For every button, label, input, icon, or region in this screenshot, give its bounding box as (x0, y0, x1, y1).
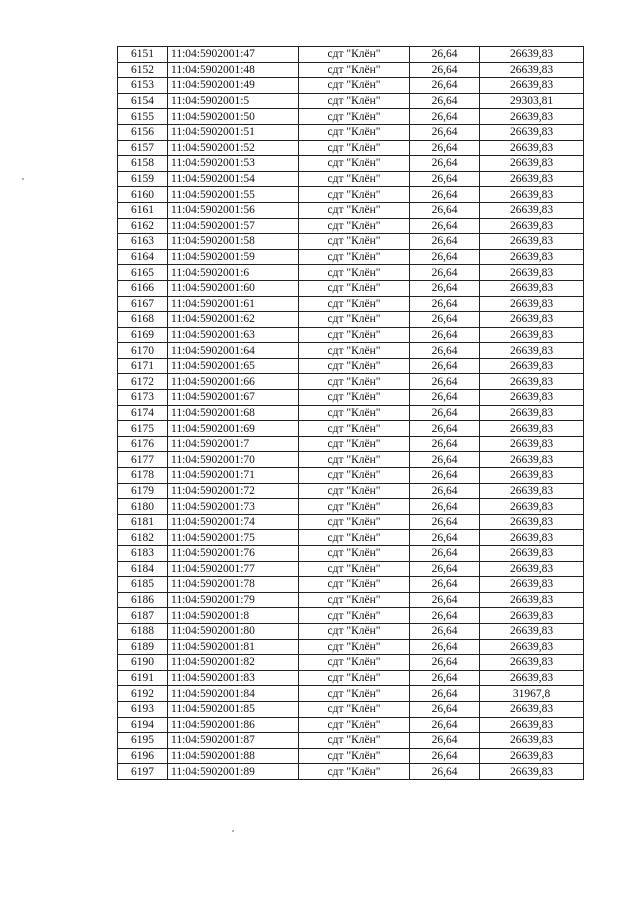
table-row (118, 748, 584, 764)
row-number-cell: 6186 (118, 592, 168, 608)
cadastral-value-cell: 26639,83 (480, 47, 584, 63)
cadastral-value-cell: 26639,83 (480, 62, 584, 78)
area-cell: 26,64 (410, 249, 480, 265)
cadastral-number-cell: 11:04:5902001:70 (168, 452, 299, 468)
cadastral-value-cell: 26639,83 (480, 436, 584, 452)
cadastral-value-cell: 26639,83 (480, 265, 584, 281)
table-row (118, 296, 584, 312)
organization-cell: сдт "Клён" (299, 733, 410, 749)
organization-cell: сдт "Клён" (299, 655, 410, 671)
organization-cell: сдт "Клён" (299, 608, 410, 624)
cadastral-value-cell: 26639,83 (480, 655, 584, 671)
table-row (118, 78, 584, 94)
row-number-cell: 6180 (118, 499, 168, 515)
cadastral-number-cell: 11:04:5902001:68 (168, 405, 299, 421)
cadastral-value-cell: 26639,83 (480, 530, 584, 546)
row-number-cell: 6176 (118, 436, 168, 452)
cadastral-value-cell: 26639,83 (480, 717, 584, 733)
organization-cell: сдт "Клён" (299, 499, 410, 515)
organization-cell: сдт "Клён" (299, 514, 410, 530)
cadastral-number-cell: 11:04:5902001:74 (168, 514, 299, 530)
cadastral-value-cell: 26639,83 (480, 623, 584, 639)
area-cell: 26,64 (410, 327, 480, 343)
table-row (118, 686, 584, 702)
organization-cell: сдт "Клён" (299, 390, 410, 406)
area-cell: 26,64 (410, 639, 480, 655)
area-cell: 26,64 (410, 608, 480, 624)
organization-cell: сдт "Клён" (299, 62, 410, 78)
organization-cell: сдт "Клён" (299, 156, 410, 172)
organization-cell: сдт "Клён" (299, 202, 410, 218)
organization-cell: сдт "Клён" (299, 717, 410, 733)
area-cell: 26,64 (410, 47, 480, 63)
cadastral-number-cell: 11:04:5902001:62 (168, 312, 299, 328)
cadastral-value-cell: 26639,83 (480, 733, 584, 749)
organization-cell: сдт "Клён" (299, 187, 410, 203)
organization-cell: сдт "Клён" (299, 265, 410, 281)
area-cell: 26,64 (410, 468, 480, 484)
cadastral-number-cell: 11:04:5902001:80 (168, 623, 299, 639)
organization-cell: сдт "Клён" (299, 670, 410, 686)
area-cell: 26,64 (410, 436, 480, 452)
area-cell: 26,64 (410, 530, 480, 546)
row-number-cell: 6194 (118, 717, 168, 733)
organization-cell: сдт "Клён" (299, 47, 410, 63)
table-row (118, 171, 584, 187)
area-cell: 26,64 (410, 312, 480, 328)
area-cell: 26,64 (410, 483, 480, 499)
organization-cell: сдт "Клён" (299, 280, 410, 296)
row-number-cell: 6164 (118, 249, 168, 265)
cadastral-value-cell: 26639,83 (480, 109, 584, 125)
organization-cell: сдт "Клён" (299, 623, 410, 639)
table-row (118, 249, 584, 265)
row-number-cell: 6170 (118, 343, 168, 359)
row-number-cell: 6163 (118, 234, 168, 250)
cadastral-number-cell: 11:04:5902001:66 (168, 374, 299, 390)
area-cell: 26,64 (410, 93, 480, 109)
row-number-cell: 6190 (118, 655, 168, 671)
cadastral-number-cell: 11:04:5902001:49 (168, 78, 299, 94)
table-row (118, 436, 584, 452)
register-table (117, 46, 584, 780)
row-number-cell: 6175 (118, 421, 168, 437)
row-number-cell: 6169 (118, 327, 168, 343)
area-cell: 26,64 (410, 686, 480, 702)
row-number-cell: 6156 (118, 124, 168, 140)
cadastral-value-cell: 26639,83 (480, 499, 584, 515)
cadastral-number-cell: 11:04:5902001:86 (168, 717, 299, 733)
row-number-cell: 6173 (118, 390, 168, 406)
organization-cell: сдт "Клён" (299, 249, 410, 265)
cadastral-value-cell: 26639,83 (480, 608, 584, 624)
row-number-cell: 6174 (118, 405, 168, 421)
organization-cell: сдт "Клён" (299, 234, 410, 250)
area-cell: 26,64 (410, 156, 480, 172)
area-cell: 26,64 (410, 670, 480, 686)
row-number-cell: 6182 (118, 530, 168, 546)
area-cell: 26,64 (410, 421, 480, 437)
organization-cell: сдт "Клён" (299, 171, 410, 187)
cadastral-value-cell: 26639,83 (480, 639, 584, 655)
table-row (118, 670, 584, 686)
cadastral-value-cell: 26639,83 (480, 312, 584, 328)
table-row (118, 218, 584, 234)
area-cell: 26,64 (410, 140, 480, 156)
cadastral-number-cell: 11:04:5902001:72 (168, 483, 299, 499)
cadastral-number-cell: 11:04:5902001:81 (168, 639, 299, 655)
area-cell: 26,64 (410, 546, 480, 562)
cadastral-number-cell: 11:04:5902001:60 (168, 280, 299, 296)
table-row (118, 421, 584, 437)
cadastral-value-cell: 26639,83 (480, 218, 584, 234)
cadastral-number-cell: 11:04:5902001:88 (168, 748, 299, 764)
table-row (118, 390, 584, 406)
area-cell: 26,64 (410, 577, 480, 593)
row-number-cell: 6154 (118, 93, 168, 109)
cadastral-number-cell: 11:04:5902001:55 (168, 187, 299, 203)
cadastral-number-cell: 11:04:5902001:76 (168, 546, 299, 562)
cadastral-value-cell: 26639,83 (480, 249, 584, 265)
organization-cell: сдт "Клён" (299, 592, 410, 608)
cadastral-value-cell: 26639,83 (480, 405, 584, 421)
cadastral-number-cell: 11:04:5902001:82 (168, 655, 299, 671)
area-cell: 26,64 (410, 202, 480, 218)
cadastral-value-cell: 26639,83 (480, 187, 584, 203)
organization-cell: сдт "Клён" (299, 701, 410, 717)
row-number-cell: 6178 (118, 468, 168, 484)
organization-cell: сдт "Клён" (299, 312, 410, 328)
organization-cell: сдт "Клён" (299, 124, 410, 140)
cadastral-number-cell: 11:04:5902001:7 (168, 436, 299, 452)
scan-speck (232, 830, 234, 832)
table-row (118, 265, 584, 281)
organization-cell: сдт "Клён" (299, 468, 410, 484)
cadastral-value-cell: 26639,83 (480, 78, 584, 94)
cadastral-value-cell: 26639,83 (480, 764, 584, 780)
cadastral-number-cell: 11:04:5902001:75 (168, 530, 299, 546)
cadastral-value-cell: 26639,83 (480, 670, 584, 686)
organization-cell: сдт "Клён" (299, 218, 410, 234)
area-cell: 26,64 (410, 748, 480, 764)
cadastral-number-cell: 11:04:5902001:48 (168, 62, 299, 78)
table-row (118, 405, 584, 421)
row-number-cell: 6192 (118, 686, 168, 702)
cadastral-value-cell: 31967,8 (480, 686, 584, 702)
row-number-cell: 6159 (118, 171, 168, 187)
row-number-cell: 6153 (118, 78, 168, 94)
organization-cell: сдт "Клён" (299, 296, 410, 312)
row-number-cell: 6151 (118, 47, 168, 63)
cadastral-value-cell: 26639,83 (480, 140, 584, 156)
organization-cell: сдт "Клён" (299, 577, 410, 593)
area-cell: 26,64 (410, 499, 480, 515)
area-cell: 26,64 (410, 623, 480, 639)
organization-cell: сдт "Клён" (299, 327, 410, 343)
table-row (118, 312, 584, 328)
cadastral-number-cell: 11:04:5902001:61 (168, 296, 299, 312)
cadastral-value-cell: 26639,83 (480, 202, 584, 218)
table-row (118, 546, 584, 562)
cadastral-number-cell: 11:04:5902001:53 (168, 156, 299, 172)
row-number-cell: 6171 (118, 358, 168, 374)
row-number-cell: 6162 (118, 218, 168, 234)
table-row (118, 47, 584, 63)
cadastral-number-cell: 11:04:5902001:77 (168, 561, 299, 577)
cadastral-number-cell: 11:04:5902001:59 (168, 249, 299, 265)
cadastral-number-cell: 11:04:5902001:5 (168, 93, 299, 109)
area-cell: 26,64 (410, 218, 480, 234)
cadastral-number-cell: 11:04:5902001:65 (168, 358, 299, 374)
table-row (118, 343, 584, 359)
cadastral-number-cell: 11:04:5902001:71 (168, 468, 299, 484)
row-number-cell: 6166 (118, 280, 168, 296)
cadastral-number-cell: 11:04:5902001:84 (168, 686, 299, 702)
table-row (118, 608, 584, 624)
table-row (118, 156, 584, 172)
row-number-cell: 6195 (118, 733, 168, 749)
cadastral-value-cell: 26639,83 (480, 327, 584, 343)
area-cell: 26,64 (410, 592, 480, 608)
table-row (118, 468, 584, 484)
area-cell: 26,64 (410, 764, 480, 780)
organization-cell: сдт "Клён" (299, 639, 410, 655)
area-cell: 26,64 (410, 358, 480, 374)
area-cell: 26,64 (410, 733, 480, 749)
area-cell: 26,64 (410, 171, 480, 187)
table-row (118, 109, 584, 125)
row-number-cell: 6152 (118, 62, 168, 78)
cadastral-value-cell: 26639,83 (480, 514, 584, 530)
table-row (118, 62, 584, 78)
cadastral-number-cell: 11:04:5902001:52 (168, 140, 299, 156)
area-cell: 26,64 (410, 405, 480, 421)
row-number-cell: 6197 (118, 764, 168, 780)
table-row (118, 499, 584, 515)
scan-speck (22, 178, 24, 180)
cadastral-number-cell: 11:04:5902001:89 (168, 764, 299, 780)
cadastral-number-cell: 11:04:5902001:6 (168, 265, 299, 281)
cadastral-value-cell: 29303,81 (480, 93, 584, 109)
cadastral-value-cell: 26639,83 (480, 577, 584, 593)
cadastral-value-cell: 26639,83 (480, 701, 584, 717)
area-cell: 26,64 (410, 374, 480, 390)
area-cell: 26,64 (410, 452, 480, 468)
row-number-cell: 6187 (118, 608, 168, 624)
cadastral-number-cell: 11:04:5902001:8 (168, 608, 299, 624)
table-row (118, 592, 584, 608)
table-row (118, 561, 584, 577)
organization-cell: сдт "Клён" (299, 405, 410, 421)
cadastral-number-cell: 11:04:5902001:58 (168, 234, 299, 250)
table-row (118, 483, 584, 499)
table-row (118, 452, 584, 468)
area-cell: 26,64 (410, 390, 480, 406)
organization-cell: сдт "Клён" (299, 421, 410, 437)
area-cell: 26,64 (410, 78, 480, 94)
organization-cell: сдт "Клён" (299, 561, 410, 577)
table-row (118, 187, 584, 203)
table-row (118, 717, 584, 733)
cadastral-value-cell: 26639,83 (480, 343, 584, 359)
cadastral-value-cell: 26639,83 (480, 234, 584, 250)
row-number-cell: 6160 (118, 187, 168, 203)
table-row (118, 655, 584, 671)
cadastral-number-cell: 11:04:5902001:63 (168, 327, 299, 343)
row-number-cell: 6185 (118, 577, 168, 593)
table-row (118, 140, 584, 156)
cadastral-value-cell: 26639,83 (480, 374, 584, 390)
row-number-cell: 6196 (118, 748, 168, 764)
organization-cell: сдт "Клён" (299, 546, 410, 562)
row-number-cell: 6165 (118, 265, 168, 281)
row-number-cell: 6167 (118, 296, 168, 312)
area-cell: 26,64 (410, 514, 480, 530)
area-cell: 26,64 (410, 561, 480, 577)
organization-cell: сдт "Клён" (299, 109, 410, 125)
row-number-cell: 6157 (118, 140, 168, 156)
organization-cell: сдт "Клён" (299, 452, 410, 468)
cadastral-value-cell: 26639,83 (480, 483, 584, 499)
cadastral-number-cell: 11:04:5902001:83 (168, 670, 299, 686)
row-number-cell: 6172 (118, 374, 168, 390)
table-row (118, 327, 584, 343)
table-row (118, 234, 584, 250)
table-row (118, 623, 584, 639)
area-cell: 26,64 (410, 296, 480, 312)
table-row (118, 764, 584, 780)
cadastral-number-cell: 11:04:5902001:56 (168, 202, 299, 218)
row-number-cell: 6189 (118, 639, 168, 655)
table-row (118, 358, 584, 374)
row-number-cell: 6191 (118, 670, 168, 686)
organization-cell: сдт "Клён" (299, 436, 410, 452)
organization-cell: сдт "Клён" (299, 530, 410, 546)
area-cell: 26,64 (410, 124, 480, 140)
row-number-cell: 6183 (118, 546, 168, 562)
row-number-cell: 6158 (118, 156, 168, 172)
cadastral-number-cell: 11:04:5902001:85 (168, 701, 299, 717)
cadastral-value-cell: 26639,83 (480, 124, 584, 140)
row-number-cell: 6168 (118, 312, 168, 328)
row-number-cell: 6181 (118, 514, 168, 530)
table-row (118, 577, 584, 593)
register-table-body (118, 47, 584, 780)
cadastral-value-cell: 26639,83 (480, 156, 584, 172)
table-row (118, 124, 584, 140)
cadastral-number-cell: 11:04:5902001:87 (168, 733, 299, 749)
row-number-cell: 6161 (118, 202, 168, 218)
cadastral-value-cell: 26639,83 (480, 561, 584, 577)
cadastral-value-cell: 26639,83 (480, 280, 584, 296)
row-number-cell: 6184 (118, 561, 168, 577)
organization-cell: сдт "Клён" (299, 374, 410, 390)
cadastral-value-cell: 26639,83 (480, 592, 584, 608)
area-cell: 26,64 (410, 655, 480, 671)
row-number-cell: 6179 (118, 483, 168, 499)
cadastral-number-cell: 11:04:5902001:64 (168, 343, 299, 359)
area-cell: 26,64 (410, 109, 480, 125)
cadastral-number-cell: 11:04:5902001:78 (168, 577, 299, 593)
organization-cell: сдт "Клён" (299, 686, 410, 702)
area-cell: 26,64 (410, 343, 480, 359)
organization-cell: сдт "Клён" (299, 764, 410, 780)
row-number-cell: 6193 (118, 701, 168, 717)
cadastral-number-cell: 11:04:5902001:79 (168, 592, 299, 608)
cadastral-number-cell: 11:04:5902001:47 (168, 47, 299, 63)
organization-cell: сдт "Клён" (299, 748, 410, 764)
cadastral-number-cell: 11:04:5902001:57 (168, 218, 299, 234)
cadastral-value-cell: 26639,83 (480, 171, 584, 187)
table-row (118, 701, 584, 717)
table-row (118, 202, 584, 218)
organization-cell: сдт "Клён" (299, 78, 410, 94)
table-row (118, 530, 584, 546)
table-row (118, 733, 584, 749)
cadastral-value-cell: 26639,83 (480, 468, 584, 484)
cadastral-value-cell: 26639,83 (480, 452, 584, 468)
cadastral-value-cell: 26639,83 (480, 546, 584, 562)
organization-cell: сдт "Клён" (299, 343, 410, 359)
area-cell: 26,64 (410, 717, 480, 733)
cadastral-number-cell: 11:04:5902001:51 (168, 124, 299, 140)
organization-cell: сдт "Клён" (299, 358, 410, 374)
table-row (118, 93, 584, 109)
row-number-cell: 6188 (118, 623, 168, 639)
table-row (118, 374, 584, 390)
area-cell: 26,64 (410, 62, 480, 78)
area-cell: 26,64 (410, 234, 480, 250)
cadastral-number-cell: 11:04:5902001:54 (168, 171, 299, 187)
cadastral-value-cell: 26639,83 (480, 421, 584, 437)
cadastral-value-cell: 26639,83 (480, 358, 584, 374)
table-row (118, 639, 584, 655)
organization-cell: сдт "Клён" (299, 483, 410, 499)
cadastral-number-cell: 11:04:5902001:69 (168, 421, 299, 437)
area-cell: 26,64 (410, 187, 480, 203)
table-row (118, 514, 584, 530)
row-number-cell: 6177 (118, 452, 168, 468)
area-cell: 26,64 (410, 265, 480, 281)
cadastral-number-cell: 11:04:5902001:50 (168, 109, 299, 125)
row-number-cell: 6155 (118, 109, 168, 125)
area-cell: 26,64 (410, 701, 480, 717)
organization-cell: сдт "Клён" (299, 140, 410, 156)
area-cell: 26,64 (410, 280, 480, 296)
cadastral-number-cell: 11:04:5902001:67 (168, 390, 299, 406)
cadastral-value-cell: 26639,83 (480, 390, 584, 406)
table-row (118, 280, 584, 296)
cadastral-number-cell: 11:04:5902001:73 (168, 499, 299, 515)
organization-cell: сдт "Клён" (299, 93, 410, 109)
cadastral-value-cell: 26639,83 (480, 296, 584, 312)
cadastral-value-cell: 26639,83 (480, 748, 584, 764)
